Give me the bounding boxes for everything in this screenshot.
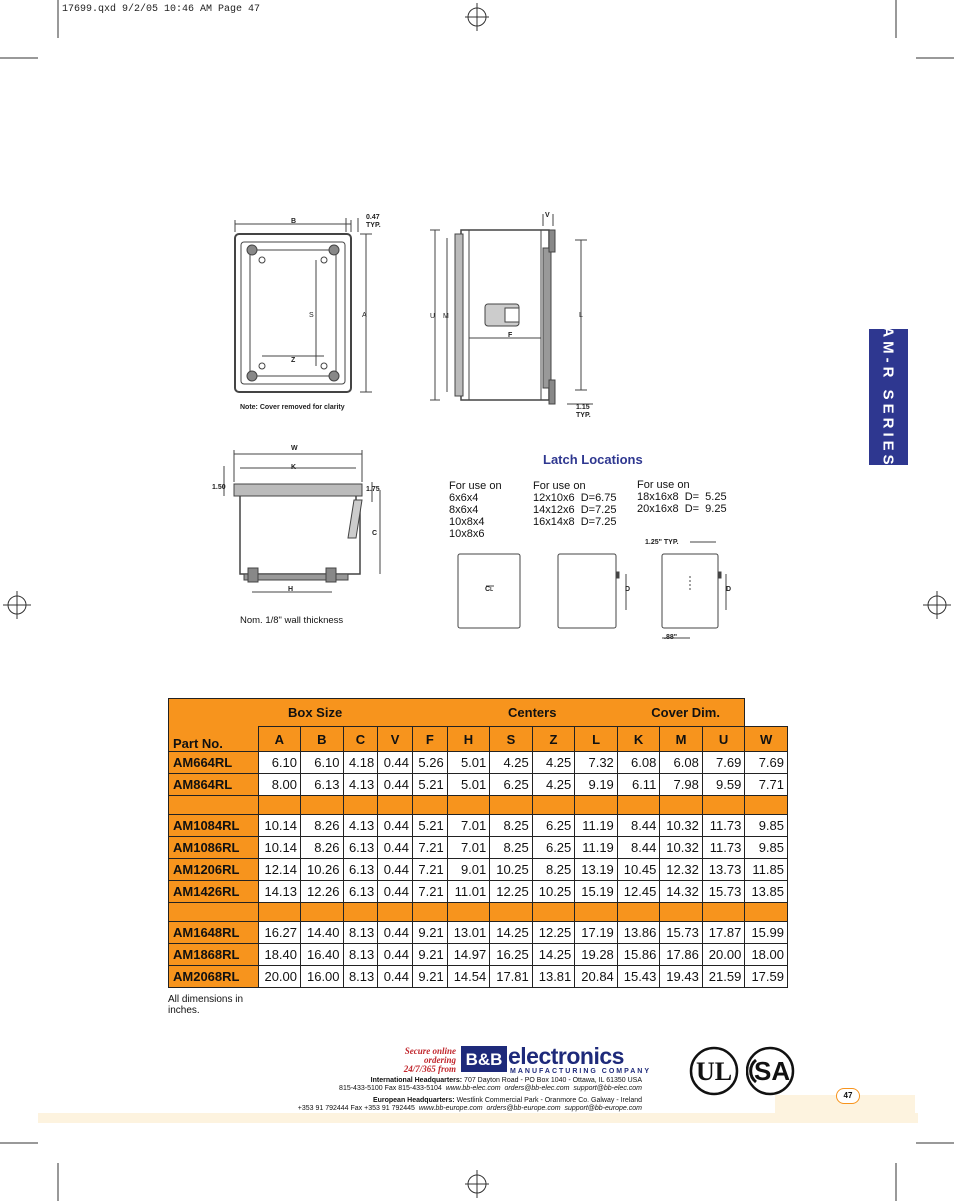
value-cell: 13.86 [617,922,660,944]
value-cell: 6.13 [343,837,378,859]
latch-088: .88" [664,634,678,641]
value-cell: 9.21 [413,944,448,966]
eu-phone: +353 91 792444 Fax +353 91 792445 [297,1105,415,1112]
dim-v: V [545,212,550,219]
value-cell: 0.44 [378,752,413,774]
value-cell: 16.27 [258,922,301,944]
value-cell: 6.10 [301,752,344,774]
value-cell: 7.71 [745,774,788,796]
eu-hq-address: Westlink Commercial Park - Oranmore Co. Galway - Ireland [456,1097,642,1104]
value-cell: 5.01 [447,774,490,796]
table-row [169,815,788,837]
part-number-cell: AM1206RL [169,859,259,881]
value-cell: 7.32 [575,752,618,774]
value-cell: 13.81 [532,966,575,988]
value-cell: 17.87 [702,922,745,944]
col-header-l: L [575,727,618,752]
value-cell: 15.43 [617,966,660,988]
col-header-f: F [413,727,448,752]
value-cell: 14.54 [447,966,490,988]
value-cell: 6.11 [617,774,660,796]
dim-k: K [291,464,297,471]
value-cell: 6.25 [490,774,533,796]
value-cell: 15.73 [660,922,703,944]
latch-cl-l: L [490,587,494,593]
value-cell: 7.69 [702,752,745,774]
value-cell: 10.32 [660,837,703,859]
table-row [169,881,788,903]
value-cell: 19.43 [660,966,703,988]
value-cell: 12.25 [490,881,533,903]
value-cell: 16.00 [301,966,344,988]
value-cell: 8.13 [343,922,378,944]
value-cell: 9.59 [702,774,745,796]
value-cell: 14.13 [258,881,301,903]
ul-logo-text: UL [695,1057,733,1086]
value-cell: 11.19 [575,837,618,859]
value-cell: 16.25 [490,944,533,966]
bb-logo-text: B&B [465,1050,503,1069]
value-cell: 0.44 [378,837,413,859]
secure-ordering-text: Secure online ordering 24/7/365 from [403,1046,456,1074]
col-header-w: W [745,727,788,752]
value-cell: 15.86 [617,944,660,966]
wall-note: Nom. 1/8" wall thickness [240,615,344,626]
spec-table [168,698,788,988]
latch-title: Latch Locations [543,452,643,467]
value-cell: 10.45 [617,859,660,881]
value-cell: 17.86 [660,944,703,966]
latch-group-1: For use on 6x6x4 8x6x4 10x8x4 10x8x6 [449,480,502,540]
col-header-c: C [343,727,378,752]
group-cover-dim: Cover Dim. [617,699,745,727]
value-cell: 10.14 [258,837,301,859]
value-cell: 10.26 [301,859,344,881]
value-cell: 6.13 [343,859,378,881]
value-cell: 9.21 [413,922,448,944]
value-cell: 0.44 [378,966,413,988]
dim-f: F [508,332,513,339]
value-cell: 15.73 [702,881,745,903]
value-cell: 9.01 [447,859,490,881]
bb-logo [461,1046,507,1072]
separator-row [169,796,788,815]
dimensions-footnote [168,994,243,1016]
col-header-a: A [258,727,301,752]
value-cell: 16.40 [301,944,344,966]
col-header-z: Z [532,727,575,752]
value-cell: 8.26 [301,837,344,859]
value-cell: 7.21 [413,837,448,859]
value-cell: 12.14 [258,859,301,881]
eu-support-email[interactable]: support@bb-europe.com [564,1105,642,1112]
value-cell: 18.00 [745,944,788,966]
table-row [169,859,788,881]
value-cell: 20.00 [258,966,301,988]
value-cell: 4.25 [532,752,575,774]
latch-d-3: D [726,586,732,593]
dim-l: L [579,312,583,319]
group-box-size: Box Size [258,699,378,727]
value-cell: 8.25 [490,837,533,859]
value-cell: 5.01 [447,752,490,774]
dim-150: 1.50 [212,484,226,491]
dim-c: C [372,530,378,537]
eu-hq-line [373,1097,642,1104]
brand-name: electronics [508,1043,624,1069]
intl-hq-address: 707 Dayton Road - PO Box 1040 - Ottawa, IL 61350 USA [464,1077,642,1084]
value-cell: 14.32 [660,881,703,903]
dim-w: W [291,445,298,452]
part-number-cell: AM864RL [169,774,259,796]
col-header-b: B [301,727,344,752]
latch-diagrams [450,538,750,650]
col-header-v: V [378,727,413,752]
part-number-cell: AM1868RL [169,944,259,966]
value-cell: 11.01 [447,881,490,903]
dim-047: 0.47 [366,214,380,221]
value-cell: 9.21 [413,966,448,988]
intl-hq-line [371,1077,642,1084]
part-number-cell: AM1426RL [169,881,259,903]
value-cell: 12.32 [660,859,703,881]
value-cell: 5.21 [413,815,448,837]
value-cell: 6.25 [532,815,575,837]
intl-web-link[interactable]: www.bb-elec.com [445,1085,501,1092]
page-number: 47 [836,1088,860,1104]
value-cell: 20.00 [702,944,745,966]
value-cell: 7.98 [660,774,703,796]
file-slug: 17699.qxd 9/2/05 10:46 AM Page 47 [62,4,261,15]
value-cell: 7.01 [447,837,490,859]
latch-125-typ: 1.25" TYP. [645,539,679,546]
group-header-row [169,699,788,727]
value-cell: 8.25 [490,815,533,837]
value-cell: 7.69 [745,752,788,774]
value-cell: 4.25 [532,774,575,796]
value-cell: 6.25 [532,837,575,859]
intl-hq-label: International Headquarters: [370,1077,463,1084]
intl-contact-line [339,1085,642,1092]
value-cell: 11.19 [575,815,618,837]
latch-centerline [485,586,493,593]
value-cell: 21.59 [702,966,745,988]
eu-orders-email[interactable]: orders@bb-europe.com [486,1105,561,1112]
value-cell: 17.59 [745,966,788,988]
bb-logo-mark [461,1046,507,1072]
value-cell: 7.01 [447,815,490,837]
value-cell: 17.19 [575,922,618,944]
eu-web-link[interactable]: www.bb-europe.com [418,1105,483,1112]
value-cell: 19.28 [575,944,618,966]
value-cell: 4.18 [343,752,378,774]
value-cell: 4.13 [343,774,378,796]
value-cell: 17.81 [490,966,533,988]
column-header-row [169,727,788,752]
group-centers: Centers [447,699,617,727]
value-cell: 10.25 [490,859,533,881]
value-cell: 9.85 [745,837,788,859]
value-cell: 12.26 [301,881,344,903]
value-cell: 0.44 [378,815,413,837]
brand-subtitle: MANUFACTURING COMPANY [510,1068,652,1075]
table-row [169,944,788,966]
dimensions-footnote-text: All dimensions in inches. [168,994,244,1016]
dim-u: U [430,313,436,320]
value-cell: 13.01 [447,922,490,944]
value-cell: 0.44 [378,881,413,903]
dim-b: B [291,218,297,225]
value-cell: 8.44 [617,815,660,837]
footer-band [38,1113,918,1123]
value-cell: 5.21 [413,774,448,796]
col-header-k: K [617,727,660,752]
value-cell: 13.85 [745,881,788,903]
col-header-s: S [490,727,533,752]
side-view-diagram [425,208,600,418]
eu-hq-label: European Headquarters: [372,1097,455,1104]
value-cell: 11.73 [702,837,745,859]
value-cell: 10.25 [532,881,575,903]
ul-logo [688,1046,744,1096]
latch-d-2: D [625,586,631,593]
value-cell: 9.85 [745,815,788,837]
dim-s: S [309,312,314,319]
table-row [169,837,788,859]
value-cell: 8.26 [301,815,344,837]
latch-group-3: For use on 18x16x8 D= 5.25 20x16x8 D= 9.25 [637,479,727,515]
dim-m: M [443,313,449,320]
dim-z: Z [291,357,296,364]
intl-orders-email[interactable]: orders@bb-elec.com [504,1085,570,1092]
part-number-cell: AM1648RL [169,922,259,944]
dim-a: A [362,312,367,319]
dim-115-typ: TYP. [576,412,591,419]
value-cell: 11.85 [745,859,788,881]
table-row [169,922,788,944]
dim-h: H [288,586,294,593]
value-cell: 6.08 [660,752,703,774]
value-cell: 13.73 [702,859,745,881]
value-cell: 7.21 [413,859,448,881]
value-cell: 9.19 [575,774,618,796]
col-header-u: U [702,727,745,752]
value-cell: 4.13 [343,815,378,837]
table-row [169,752,788,774]
part-no-header: Part No. [169,727,259,752]
dim-175: 1.75 [366,486,380,493]
value-cell: 15.99 [745,922,788,944]
value-cell: 11.73 [702,815,745,837]
value-cell: 14.40 [301,922,344,944]
value-cell: 0.44 [378,922,413,944]
value-cell: 12.25 [532,922,575,944]
value-cell: 10.32 [660,815,703,837]
value-cell: 7.21 [413,881,448,903]
series-tab-label: AM-R SERIES [880,325,897,469]
part-number-cell: AM2068RL [169,966,259,988]
value-cell: 6.13 [343,881,378,903]
value-cell: 0.44 [378,859,413,881]
value-cell: 5.26 [413,752,448,774]
value-cell: 20.84 [575,966,618,988]
value-cell: 13.19 [575,859,618,881]
value-cell: 15.19 [575,881,618,903]
value-cell: 8.25 [532,859,575,881]
value-cell: 8.00 [258,774,301,796]
value-cell: 14.97 [447,944,490,966]
value-cell: 12.45 [617,881,660,903]
value-cell: 0.44 [378,944,413,966]
dim-047-typ: TYP. [366,222,381,229]
series-tab [869,325,908,469]
part-number-cell: AM1086RL [169,837,259,859]
value-cell: 6.08 [617,752,660,774]
value-cell: 8.13 [343,944,378,966]
csa-logo-text: SA [754,1056,791,1086]
value-cell: 6.13 [301,774,344,796]
value-cell: 14.25 [532,944,575,966]
value-cell: 4.25 [490,752,533,774]
top-view-diagram [228,212,378,412]
eu-contact-line [298,1105,642,1112]
value-cell: 8.44 [617,837,660,859]
value-cell: 10.14 [258,815,301,837]
part-number-cell: AM664RL [169,752,259,774]
value-cell: 0.44 [378,774,413,796]
value-cell: 8.13 [343,966,378,988]
cover-note: Note: Cover removed for clarity [240,404,345,411]
col-header-m: M [660,727,703,752]
table-row [169,774,788,796]
intl-phone: 815-433-5100 Fax 815-433-5104 [339,1085,442,1092]
latch-cl-c: C [485,586,491,593]
dim-115: 1.15 [576,404,590,411]
intl-support-email[interactable]: support@bb-elec.com [573,1085,642,1092]
latch-group-2: For use on 12x10x6 D=6.75 14x12x6 D=7.25 16x14x8 D=7.25 [533,480,617,528]
part-number-cell: AM1084RL [169,815,259,837]
value-cell: 14.25 [490,922,533,944]
table-row [169,966,788,988]
value-cell: 18.40 [258,944,301,966]
value-cell: 6.10 [258,752,301,774]
separator-row [169,903,788,922]
spec-table-body [169,752,788,988]
csa-logo [746,1046,802,1096]
col-header-h: H [447,727,490,752]
